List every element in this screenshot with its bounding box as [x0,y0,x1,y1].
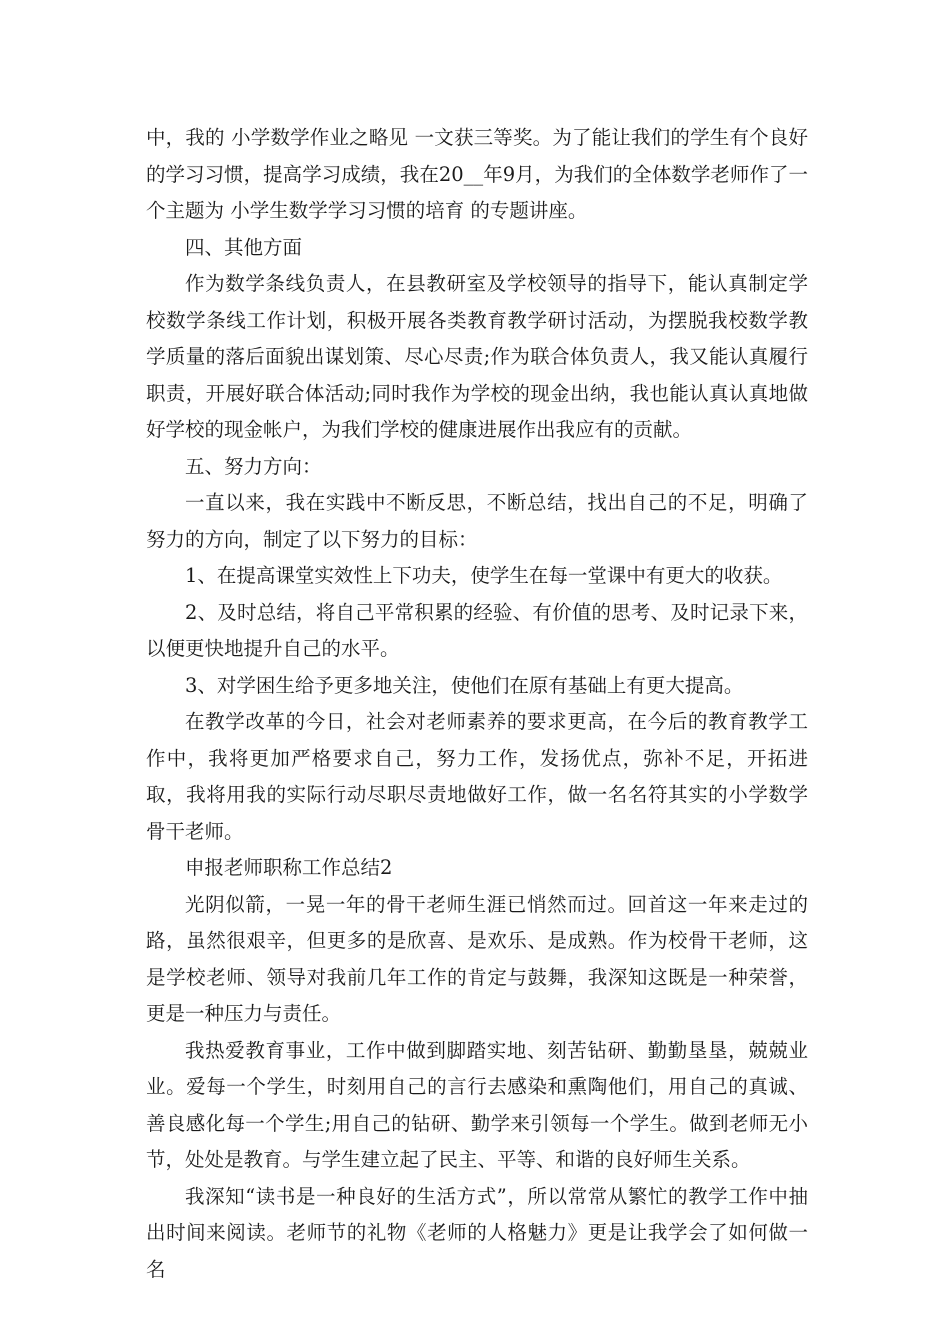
paragraph-love-education: 我热爱教育事业，工作中做到脚踏实地、刻苦钻研、勤勤垦垦，兢兢业业。爱每一个学生，时刻用自己的言行去感染和熏陶他们，用自己的真诚、善良感化每一个学生;用自己的钻研、勤学来引领每一个学生。做到老师无小节，处处是教育。与学生建立起了民主、平等、和谐的良好师生关系。 [146,1038,808,1171]
paragraph-other-aspects: 作为数学条线负责人，在县教研室及学校领导的指导下，能认真制定学校数学条线工作计划，积极开展各类教育教学研讨活动，为摆脱我校数学教学质量的落后面貌出谋划策、尽心尽责;作为联合体负责人，我又能认真履行职责，开展好联合体活动;同时我作为学校的现金出纳，我也能认真认真地做好学校的现金帐户，为我们学校的健康进展作出我应有的贡献。 [146,272,808,441]
paragraph-conclusion: 在教学改革的今日，社会对老师素养的要求更高，在今后的教育教学工作中，我将更加严格要求自己，努力工作，发扬优点，弥补不足，开拓进取，我将用我的实际行动尽职尽责地做好工作，做一名名符其实的小学数学骨干老师。 [146,710,808,843]
list-item-goal-2: 2、及时总结，将自己平常积累的经验、有价值的思考、及时记录下来，以便更快地提升自己的水平。 [146,600,808,660]
list-item-goal-3: 3、对学困生给予更多地关注，使他们在原有基础上有更大提高。 [185,673,744,697]
document-subtitle: 申报老师职称工作总结2 [185,856,393,879]
paragraph-continuation: 中，我的 小学数学作业之略见 一文获三等奖。为了能让我们的学生有个良好的学习习惯，提高学习成绩，我在20__年9月，为我们的全体数学老师作了一个主题为 小学生数学学习习惯的培育 的专题讲座。 [146,126,808,222]
section-heading-direction: 五、努力方向： [185,454,322,478]
paragraph-summary-intro: 光阴似箭，一晃一年的骨干老师生涯已悄然而过。回首这一年来走过的路，虽然很艰辛，但更多的是欣喜、是欢乐、是成熟。作为校骨干老师，这是学校老师、领导对我前几年工作的肯定与鼓舞，我深知这既是一种荣誉，更是一种压力与责任。 [146,892,808,1025]
document-page [146,120,808,1288]
section-heading-other: 四、其他方面 [185,235,303,259]
list-item-goal-1: 1、在提高课堂实效性上下功夫，使学生在每一堂课中有更大的收获。 [185,564,783,587]
paragraph-direction-intro: 一直以来，我在实践中不断反思，不断总结，找出自己的不足，明确了努力的方向，制定了以下努力的目标： [146,491,808,551]
paragraph-reading: 我深知“读书是一种良好的生活方式”，所以常常从繁忙的教学工作中抽出时间来阅读。老师节的礼物《老师的人格魅力》更是让我学会了如何做一名 [146,1184,808,1281]
